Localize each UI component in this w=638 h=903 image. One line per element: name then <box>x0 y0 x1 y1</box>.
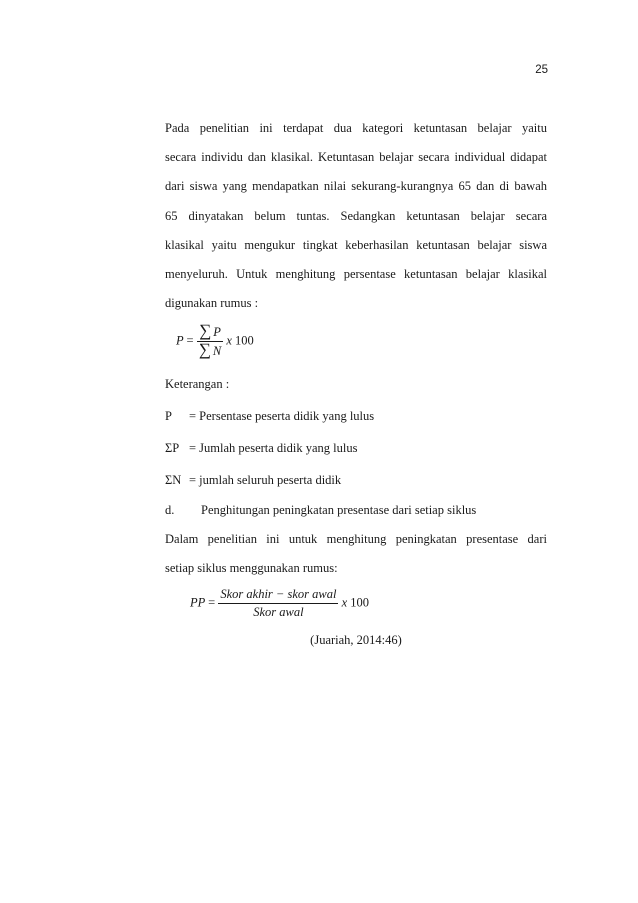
formula-times: x <box>226 333 232 348</box>
formula-equals: = <box>186 333 194 348</box>
sum-symbol: ∑ <box>199 321 212 340</box>
formula-multiplier: 100 <box>235 333 254 348</box>
section-title: Penghitungan peningkatan presentase dari setiap siklus <box>201 503 477 517</box>
section-marker: d. <box>165 503 175 517</box>
citation: (Juariah, 2014:46) <box>310 633 402 647</box>
legend-symbol: P <box>165 409 172 423</box>
text-line: dari siswa yang mendapatkan nilai sekurang-kurangnya 65 dan di bawah <box>165 179 547 194</box>
legend-item <box>165 473 341 488</box>
legend-item <box>165 409 374 424</box>
formula-equals: = <box>208 595 216 610</box>
legend-symbol: ΣP <box>165 441 180 455</box>
formula-peningkatan <box>190 587 369 620</box>
text-line: 65 dinyatakan belum tuntas. Sedangkan ketuntasan belajar secara <box>165 208 547 223</box>
formula-fraction <box>197 321 223 359</box>
text-line: digunakan rumus : <box>165 296 259 311</box>
paragraph-peningkatan <box>165 525 547 583</box>
legend-text: = jumlah seluruh peserta didik <box>189 473 342 487</box>
formula-lhs: PP <box>190 595 206 610</box>
legend-text: = Persentase peserta didik yang lulus <box>189 409 375 423</box>
text-line: Pada penelitian ini terdapat dua kategori ketuntasan belajar yaitu <box>165 121 547 135</box>
formula-multiplier: 100 <box>350 595 369 610</box>
formula-denominator <box>197 341 223 359</box>
formula-numerator <box>197 321 223 341</box>
keterangan-label: Keterangan : <box>165 377 230 391</box>
paragraph-ketuntasan <box>165 114 547 318</box>
formula-numerator: Skor akhir − skor awal <box>220 587 337 601</box>
text-line: klasikal yaitu mengukur tingkat keberhasilan ketuntasan belajar siswa <box>165 237 547 252</box>
text-line: menyeluruh. Untuk menghitung persentase ketuntasan belajar klasikal <box>165 267 547 282</box>
legend-symbol: ΣN <box>165 473 182 487</box>
denominator-var: N <box>212 344 222 358</box>
formula-denominator: Skor awal <box>218 603 338 620</box>
numerator-var: P <box>213 325 221 339</box>
formula-lhs: P <box>176 333 184 348</box>
legend-item <box>165 441 357 456</box>
formula-times: x <box>341 595 348 610</box>
legend-text: = Jumlah peserta didik yang lulus <box>189 441 358 455</box>
text-line: secara individu dan klasikal. Ketuntasan belajar secara individual didapat <box>165 150 547 165</box>
page-number: 25 <box>535 64 548 76</box>
formula-fraction <box>218 587 338 620</box>
sum-symbol: ∑ <box>198 340 211 359</box>
text-line: setiap siklus menggunakan rumus: <box>165 561 338 576</box>
section-heading <box>165 503 476 518</box>
formula-persentase <box>176 321 254 359</box>
text-line: Dalam penelitian ini untuk menghitung peningkatan presentase dari <box>165 532 547 546</box>
